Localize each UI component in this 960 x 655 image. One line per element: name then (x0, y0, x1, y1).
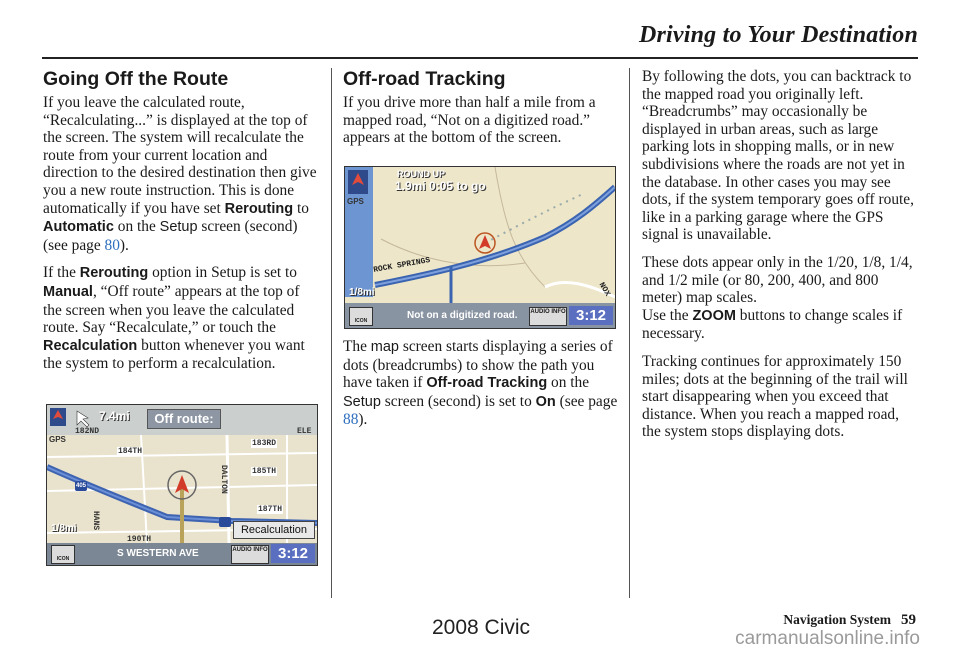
keyword-map: map (370, 339, 399, 355)
keyword-setup: Setup (343, 393, 381, 410)
freeway-shield-icon (219, 517, 231, 527)
gps-indicator: GPS (49, 435, 66, 444)
text: on the (547, 374, 590, 392)
nav-screen-off-road (344, 166, 616, 329)
paragraph-breadcrumbs (343, 338, 623, 429)
audio-info-button[interactable]: AUDIO INFO (231, 545, 269, 564)
keyword-recalculation: Recalculation (43, 337, 138, 354)
street-label-182nd: 182ND (75, 427, 100, 436)
map-mode: ROUND UP (397, 169, 446, 179)
page-title: Driving to Your Destination (638, 22, 918, 48)
street-label-185th: 185TH (252, 467, 277, 476)
text: , “Off route” appears at the top of the screen when you leave the calculated route. Say “Recalculate,” or touch the (43, 282, 300, 337)
text: If you leave the calculated route, “Recalculating...” is displayed at the top of the screen. The system will recalculate the route from your current location and direction to the desired destination then give you a new route instruction. This is done automatically if you have set (43, 94, 317, 217)
text: Use the (642, 306, 693, 324)
column-going-off-route (43, 68, 321, 383)
column-divider-right (629, 68, 630, 598)
status-not-digitized: Not on a digitized road. (407, 310, 518, 321)
street-label-187th: 187TH (258, 505, 283, 514)
text: screen (second) is set to (380, 392, 536, 410)
off-route-banner: Off route: (147, 409, 221, 429)
text: to (293, 199, 309, 217)
icon-button[interactable]: ICON (349, 307, 373, 326)
text: buttons to change scales if necessary. (642, 306, 903, 343)
text: screen (second) (see page (43, 218, 298, 254)
keyword-setup: Setup (159, 219, 198, 236)
street-label-dalton: DALTON (219, 465, 228, 494)
paragraph-recalculating (43, 94, 321, 254)
keyword-rerouting: Rerouting (224, 200, 294, 217)
clock: 3:12 (569, 306, 613, 325)
paragraph-backtrack: By following the dots, you can backtrack to the mapped road you originally left. “Breadcrumbs” may occasionally be displayed in urban areas, such as large parking lots in shopping malls, or in new subdivisions where the roads are not yet in the database. In other cases you may see dots, if the system temporary goes off route, like in a parking garage where the GPS signal is unavailable. (642, 68, 914, 244)
road-label-nox: NOX (596, 281, 612, 298)
text: The (343, 338, 371, 355)
text: (see page (555, 392, 618, 410)
page-number: 59 (901, 612, 916, 628)
text: screen starts displaying a series of dots (breadcrumbs) to show the path you have taken if (343, 338, 613, 392)
footer-section: Navigation System (783, 612, 891, 627)
text: on the (113, 218, 160, 236)
column-off-road-tracking (343, 68, 623, 157)
map-scale[interactable]: 1/8mi (51, 523, 77, 534)
keyword-zoom: ZOOM (692, 307, 736, 324)
audio-info-button[interactable]: AUDIO INFO (529, 307, 567, 326)
footer-model: 2008 Civic (432, 616, 531, 639)
street-label-hans: HANS (91, 511, 100, 531)
text: ). (358, 411, 368, 429)
keyword-off-road-tracking: Off-road Tracking (426, 375, 548, 392)
freeway-number: 405 (76, 483, 87, 489)
clock: 3:12 (271, 544, 315, 563)
section-heading-going-off-route: Going Off the Route (43, 68, 229, 90)
page-link-88[interactable]: 88 (343, 411, 359, 429)
current-street: S WESTERN AVE (117, 548, 199, 559)
street-label-190th: 190TH (127, 535, 152, 544)
text: button whenever you want the system to perform a recalculation. (43, 336, 305, 373)
paragraph-zoom (642, 307, 920, 343)
keyword-on: On (535, 393, 556, 410)
page-link-80[interactable]: 80 (104, 236, 120, 254)
column-off-road-tracking-cont (343, 338, 623, 439)
paragraph-scales: These dots appear only in the 1/20, 1/8, 1/4, and 1/2 mile (or 80, 200, 400, and 800 meter) map scales. (642, 253, 913, 307)
text: If the (43, 264, 80, 282)
trip-info: 1.9mi 0:05 to go (395, 179, 486, 193)
keyword-rerouting: Rerouting (79, 265, 149, 282)
column-breadcrumbs (642, 68, 920, 451)
paragraph-manual-rerouting (43, 264, 321, 373)
text: option in Setup is set to (148, 264, 297, 282)
street-label-184th: 184TH (118, 447, 143, 456)
column-divider-left (331, 68, 332, 598)
gps-indicator: GPS (347, 197, 364, 206)
icon-button[interactable]: ICON (51, 545, 75, 564)
recalculation-button[interactable]: Recalculation (233, 521, 315, 539)
text: ). (119, 236, 129, 254)
section-heading-off-road-tracking: Off-road Tracking (343, 68, 506, 90)
watermark: carmanualsonline.info (735, 628, 920, 649)
keyword-automatic: Automatic (43, 219, 114, 236)
road-label-rock-springs: ROCK SPRINGS (372, 256, 431, 275)
paragraph-tracking-limit: Tracking continues for approximately 150 miles; dots at the beginning of the trail will start disappearing when you exceed that distance. When you reach a mapped road, the system stops displaying dots. (642, 352, 908, 441)
street-label-ele: ELE (297, 427, 312, 436)
keyword-manual: Manual (43, 283, 93, 300)
paragraph-not-digitized: If you drive more than half a mile from a mapped road, “Not on a digitized road.” appears at the bottom of the screen. (343, 94, 596, 147)
nav-screen-off-route (46, 404, 318, 566)
footer-page-info (783, 612, 916, 629)
map-scale[interactable]: 1/8mi (349, 287, 375, 298)
street-label-183rd: 183RD (252, 439, 277, 448)
destination-distance: 7.4mi (99, 409, 130, 423)
title-rule (42, 57, 918, 59)
